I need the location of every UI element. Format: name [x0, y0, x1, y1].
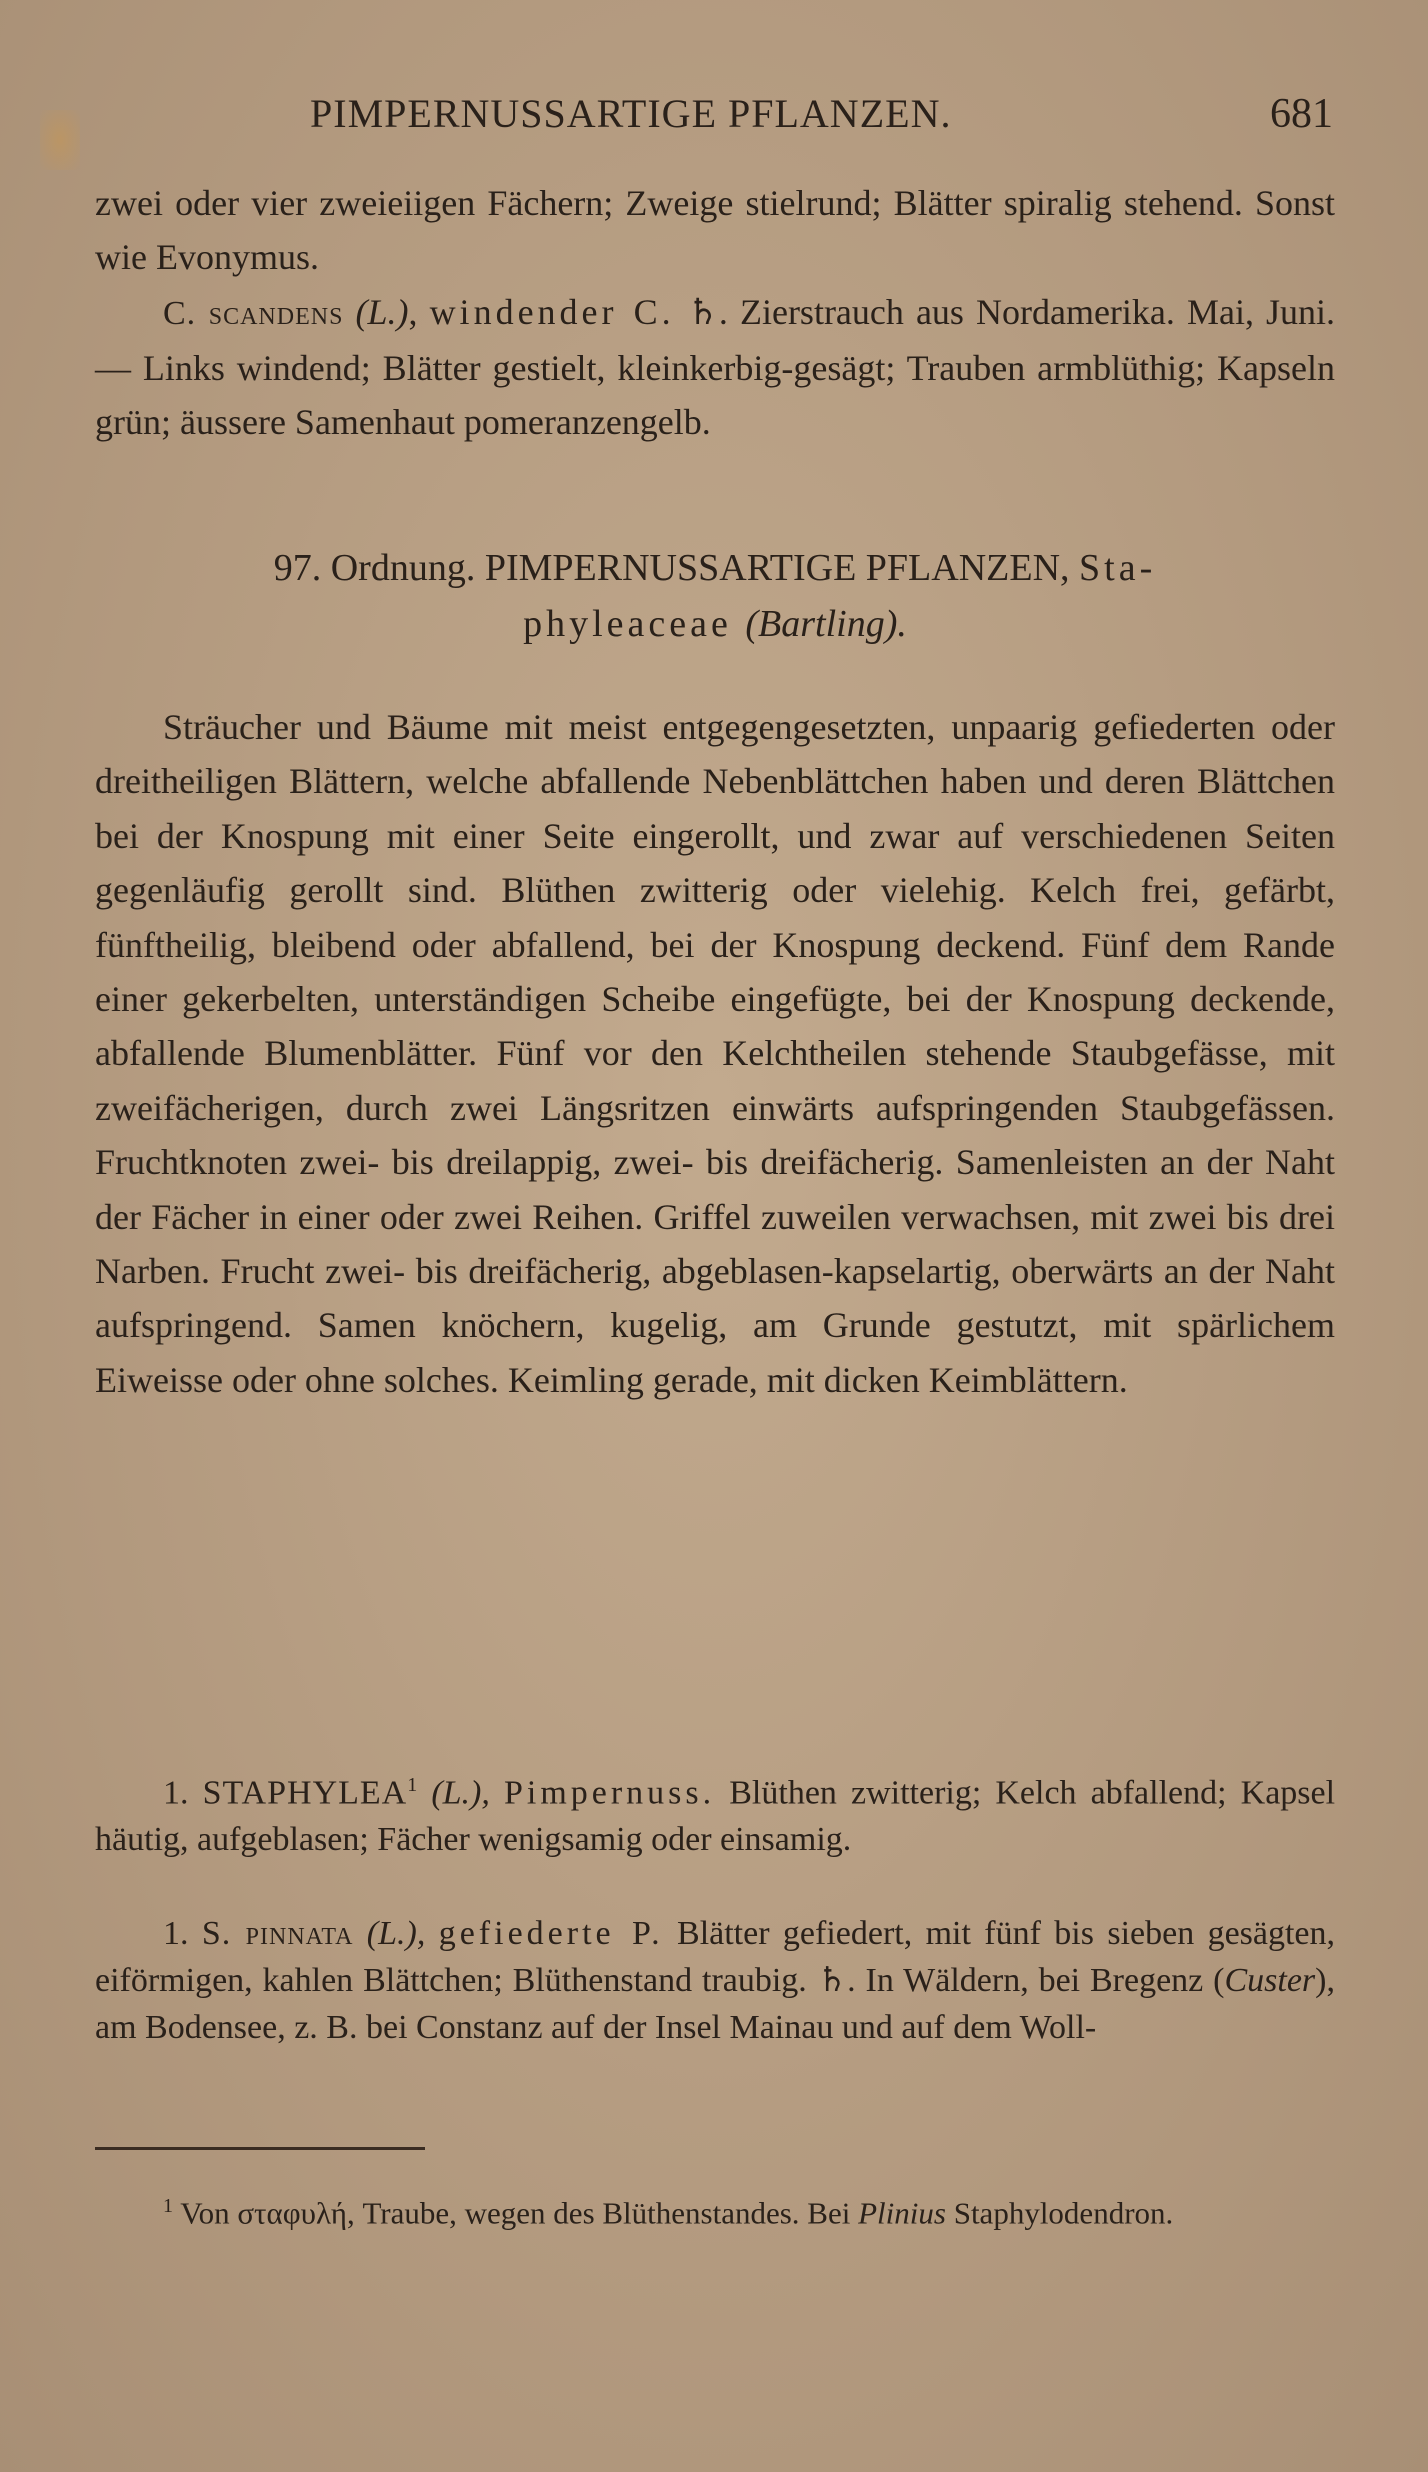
species-latin-name: S. pinnata [201, 1915, 354, 1952]
genus-paragraph [95, 1762, 1335, 1863]
order-author: (Bartling). [745, 603, 907, 645]
order-latin-b: phyleaceae [523, 603, 732, 645]
order-name: PIMPERNUSSARTIGE PFLANZEN, [484, 547, 1070, 589]
species-name: C. scandens [163, 294, 344, 332]
species-latin-author: (L.), [366, 1915, 426, 1952]
species-text-1: Blätter gefiedert, mit fünf bis sieben gesägten, eiförmigen, kahlen Blättchen; Blüthenstand traubig. ♄. In Wäldern, bei Bregenz ( [95, 1915, 1336, 1999]
intro-block [95, 176, 1335, 449]
species-entry [95, 1910, 1335, 2051]
footnote [95, 2185, 1335, 2234]
footnote-paragraph [95, 2185, 1335, 2234]
order-number: 97. [273, 547, 322, 589]
footnote-text-2: Staphylodendron. [953, 2195, 1174, 2231]
order-line-2 [95, 596, 1335, 652]
paper-stain [40, 110, 80, 170]
species-common-name: windender C. [429, 291, 675, 332]
genus-number: 1. [163, 1774, 189, 1812]
genus-entry [95, 1762, 1335, 1863]
species-text: ♄. Zierstrauch aus Nordamerika. Mai, Juni. — Links windend; Blätter gestielt, kleinkerbig-gesägt; Trauben armblüthig; Kapseln grün; äussere Samenhaut pomeranzengelb. [95, 291, 1336, 443]
page-number: 681 [1270, 91, 1333, 137]
order-label: Ordnung. [330, 547, 476, 589]
intro-paragraph: zwei oder vier zweieiigen Fächern; Zweige stielrund; Blätter spiralig stehend. Sonst wie Evonymus. [95, 183, 1335, 278]
genus-text: Blüthen zwitterig; Kelch abfallend; Kapsel häutig, aufgeblasen; Fächer wenigsamig oder einsamig. [95, 1774, 1336, 1859]
genus-author: (L.), [431, 1774, 490, 1812]
species-text-2: ), am Bodensee, z. B. bei Constanz auf der Insel Mainau und auf dem Woll- [95, 1962, 1335, 2046]
footnote-author: Plinius [858, 2195, 946, 2231]
order-latin-a: Sta- [1079, 547, 1157, 589]
order-heading [95, 540, 1335, 652]
scandens-paragraph: C. scandens (L.), windender C. ♄. Zierstrauch aus Nordamerika. Mai, Juni. — Links windend; Blätter gestielt, kleinkerbig-gesägt; Trauben armblüthig; Kapseln grün; äussere Samenhaut pomeranzengelb. [95, 291, 1336, 443]
genus-footnote-mark: 1 [407, 1774, 418, 1796]
species-paragraph [95, 1910, 1335, 2051]
footnote-mark: 1 [163, 2195, 173, 2217]
order-description [95, 700, 1335, 1407]
description-paragraph: Sträucher und Bäume mit meist entgegengesetzten, unpaarig gefiederten oder dreitheiligen Blättern, welche abfallende Nebenblättchen haben und deren Blättchen bei der Knospung mit einer Seite eingerollt, und zwar auf verschiedenen Seiten gegenläufig gerollt sind. Blüthen zwitterig oder vielehig. Kelch frei, gefärbt, fünftheilig, bleibend oder abfallend, bei der Knospung deckend. Fünf dem Rande einer gekerbelten, unterständigen Scheibe eingefügte, bei der Knospung deckende, abfallende Blumenblätter. Fünf vor den Kelchtheilen stehende Staubgefässe, mit zweifächerigen, durch zwei Längsritzen einwärts aufspringenden Staubgefässen. Fruchtknoten zwei- bis dreilappig, zwei- bis dreifächerig. Samenleisten an der Naht der Fächer in einer oder zwei Reihen. Griffel zuweilen verwachsen, mit zwei bis drei Narben. Frucht zwei- bis dreifächerig, abgeblasen-kapselartig, oberwärts an der Naht aufspringend. Samen knöchern, kugelig, am Grunde gestutzt, mit spärlichem Eiweisse oder ohne solches. Keimling gerade, mit dicken Keimblättern. [95, 707, 1335, 1400]
species-number: 1. [163, 1915, 189, 1952]
species-common: gefiederte P. [438, 1915, 664, 1952]
footnote-text-1: Von σταφυλή, Traube, wegen des Blüthenstandes. Bei [180, 2195, 851, 2231]
footnote-rule [95, 2147, 425, 2150]
running-header [95, 84, 1333, 144]
running-title: PIMPERNUSSARTIGE PFLANZEN. [310, 91, 952, 136]
species-collector: Custer [1224, 1962, 1316, 1999]
genus-common-name: Pimpernuss. [503, 1774, 716, 1812]
species-author: (L.) [355, 291, 409, 332]
genus-name: STAPHYLEA [202, 1774, 408, 1812]
